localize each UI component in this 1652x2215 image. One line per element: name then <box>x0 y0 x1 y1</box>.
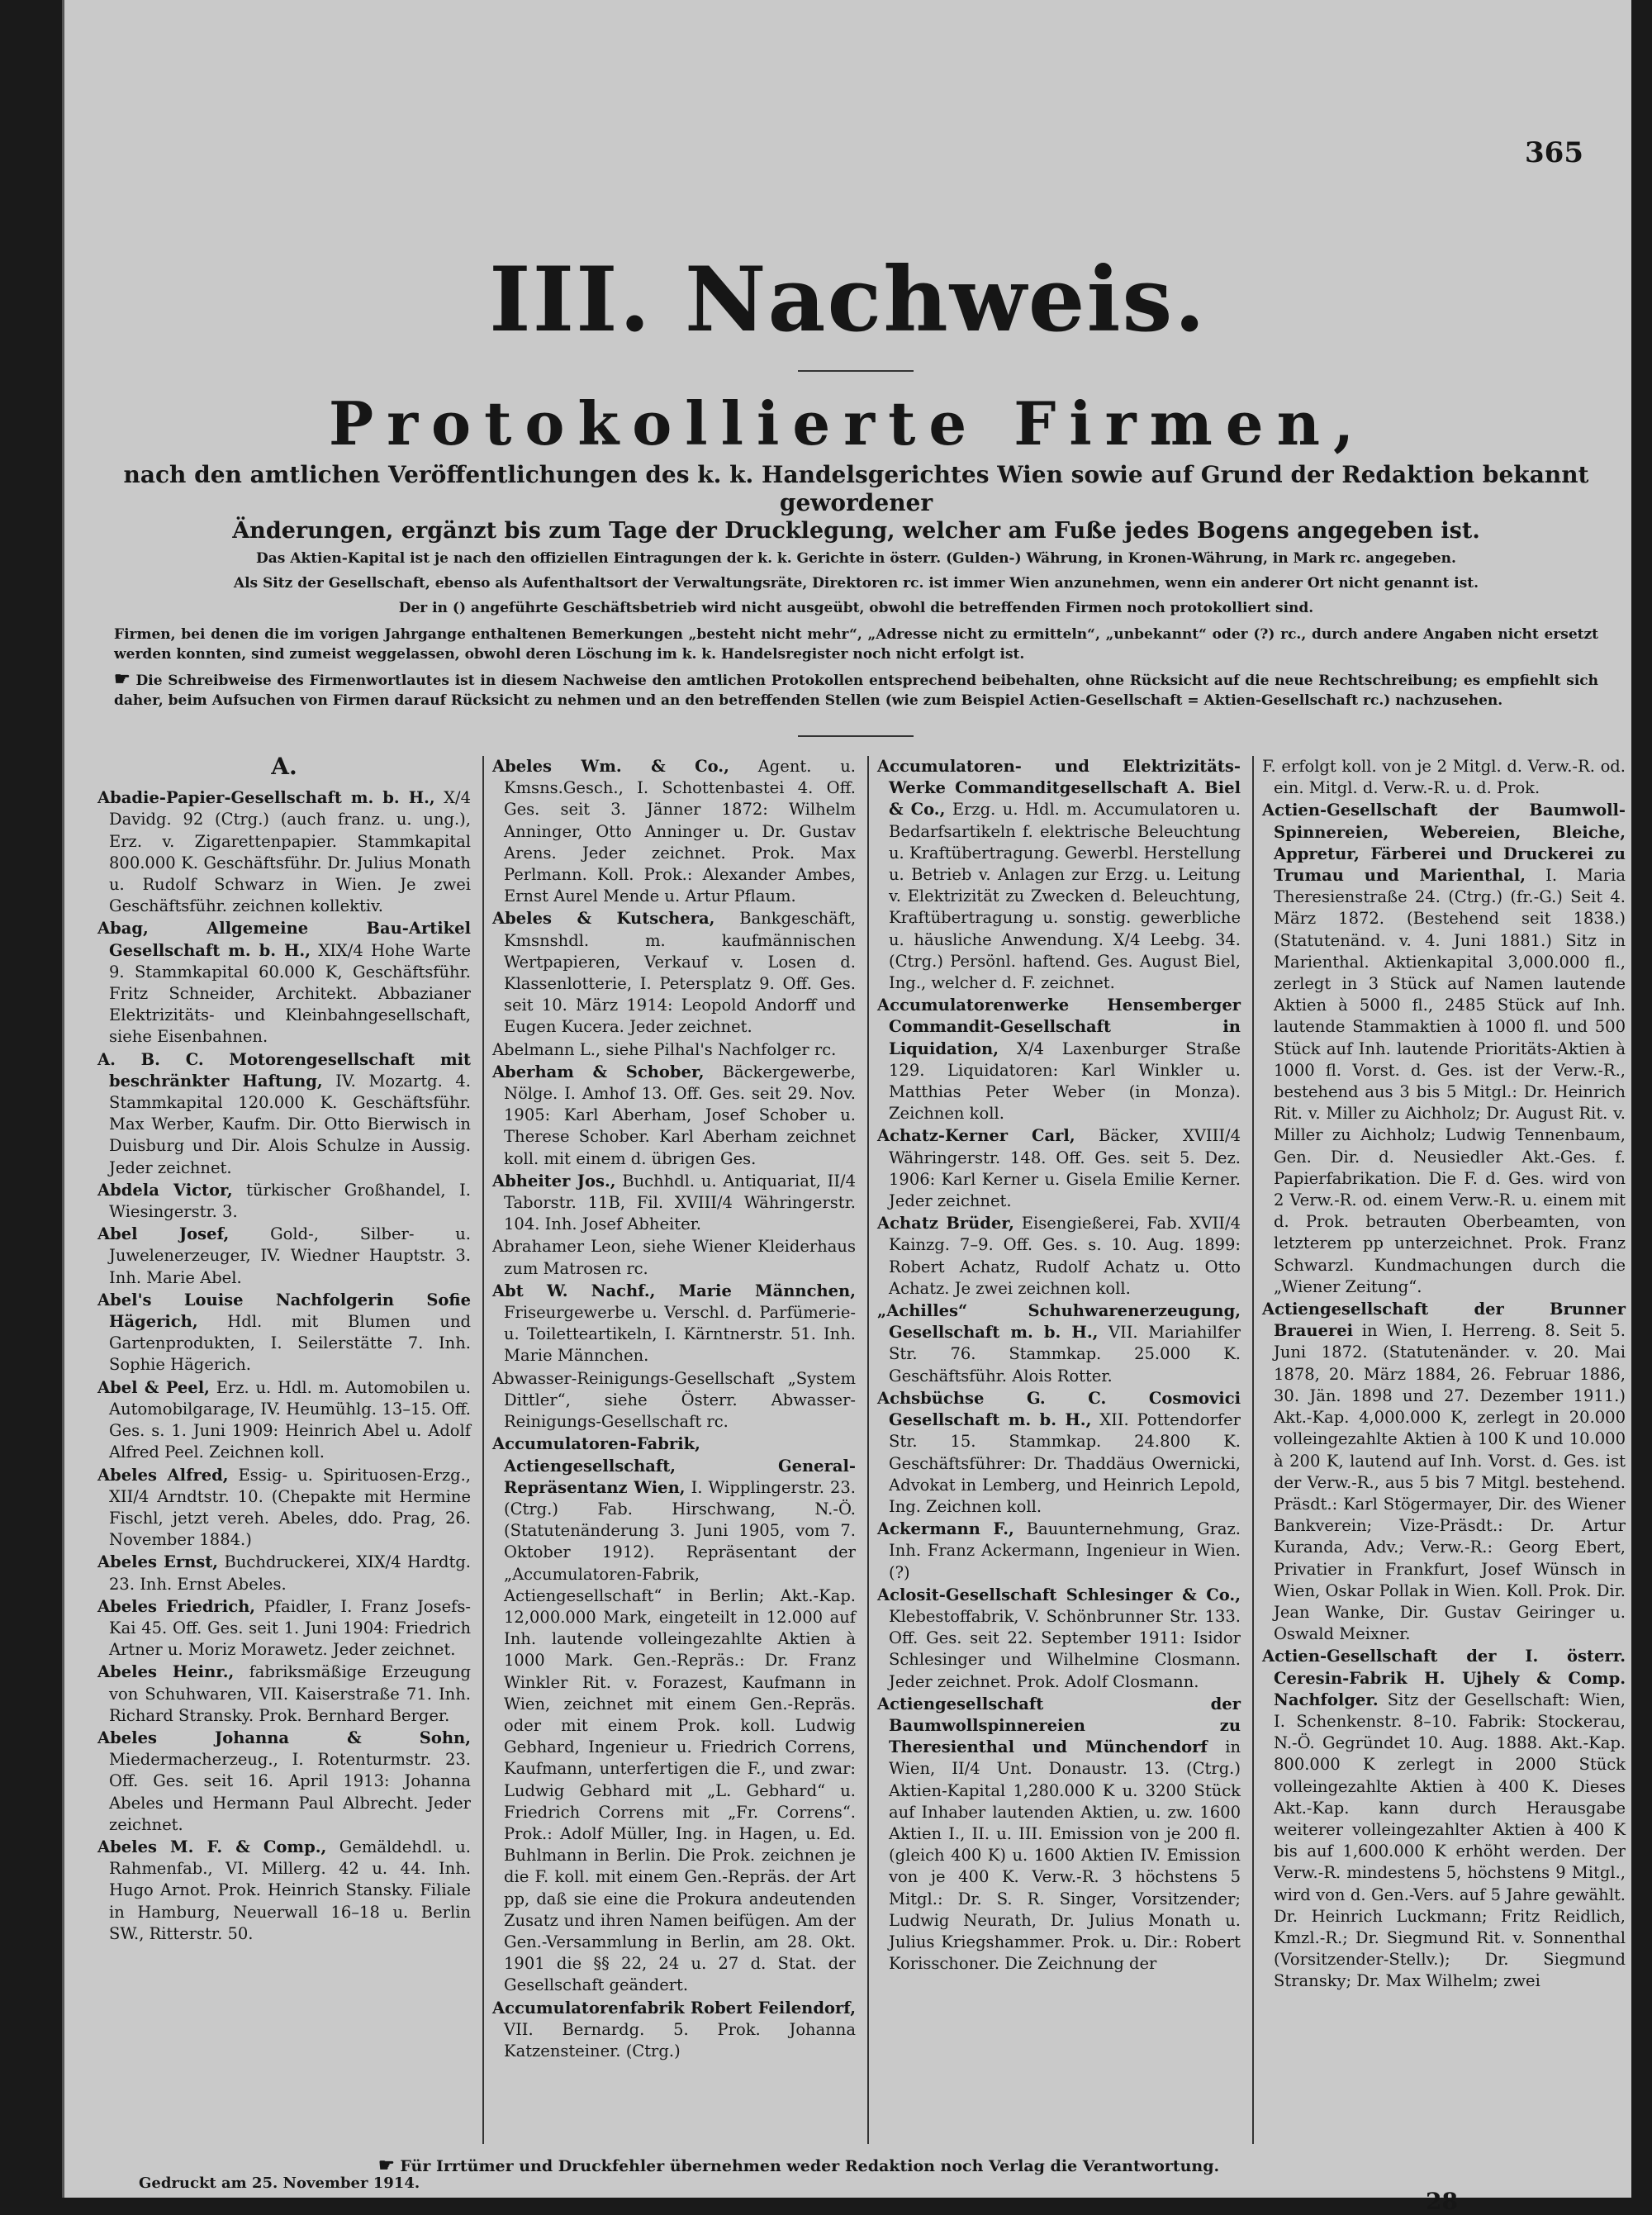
firm-entry <box>877 1519 1241 1584</box>
firm-details: Abelmann L., siehe Pilhal's Nachfolger rc. <box>492 1039 837 1059</box>
firm-entry <box>877 1388 1241 1518</box>
firm-name: A. B. C. Motorengesellschaft mit beschränkter Haftung, <box>97 1049 471 1091</box>
firm-entry <box>97 918 471 1048</box>
firm-details: Gold-, Silber- u. Juwelenerzeuger, IV. Wiedner Hauptstr. 3. Inh. Marie Abel. <box>109 1224 471 1287</box>
firm-name: Abeles Ernst, <box>97 1552 219 1572</box>
firm-entry <box>492 1062 856 1170</box>
intro-line-1: nach den amtlichen Veröffentlichungen des k. k. Handelsgerichtes Wien sowie auf Grund der Redaktion bekannt gewordener <box>123 461 1589 516</box>
firm-entry <box>877 1300 1241 1387</box>
note-capital: Das Aktien-Kapital ist je nach den offiziellen Eintragungen der k. k. Gerichte in österr. (Gulden-) Währung, in Kronen-Währung, in Mark rc. angegeben. <box>256 550 1456 567</box>
firm-details: Eisengießerei, Fab. XVII/4 Kainzg. 7–9. Off. Ges. s. 10. Aug. 1899: Robert Achatz, Rudolf Achatz u. Otto Achatz. Je zwei zeichnen koll. <box>889 1214 1241 1298</box>
firm-details: I. Maria Theresienstraße 24. (Ctrg.) (fr.-G.) Seit 4. März 1872. (Bestehend seit 1838.) (Statutenänd. v. 4. Juni 1881.) Sitz in Marienthal. Aktienkapital 3,000.000 fl., zerlegt in 3 Stück auf Namen lautende Aktien à 5000 fl., 2485 Stück auf Inh. lautende Stammaktien à 1000 fl. und 500 Stück auf Inh. lautende Prioritäts-Aktien à 1000 fl. Vorst. d. Ges. ist der Verw.-R., bestehend aus 3 bis 5 Mitgl.: Dr. Heinrich Rit. v. Miller zu Aichholz; Dr. August Rit. v. Miller zu Aichholz; Ludwig Tennenbaum, Gen. Dir. d. Neusiedler Akt.-Ges. f. Papierfabrikation. Die F. d. Ges. wird von 2 Verw.-R. od. einem Verw.-R. u. einem mit d. Prok. betrauten Oberbeamten, von letzterem pp unterzeichnet. Prok. Franz Schwarzl. Kundmachungen durch die „Wiener Zeitung“. <box>1274 866 1626 1296</box>
firm-details: X/4 Laxenburger Straße 129. Liquidatoren: Karl Winkler u. Matthias Peter Weber (in Monza). Zeichnen koll. <box>889 1039 1241 1124</box>
firm-details: in Wien, I. Herreng. 8. Seit 5. Juni 1872. (Statutenänder. v. 20. Mai 1878, 20. März 1884, 26. Februar 1886, 30. Jän. 1898 und 27. Dezember 1911.) Akt.-Kap. 4,000.000 K, zerlegt in 20.000 volleingezahlte Aktien à 100 K und 10.000 à 200 K, lautend auf Inh. Vorst. d. Ges. ist der Verw.-R., aus 5 bis 7 Mitgl. bestehend. Präsdt.: Karl Stögermayer, Dir. des Wiener Bankverein; Vize-Präsdt.: Dr. Artur Kuranda, Adv.; Verw.-R.: Georg Ebert, Privatier in Frankfurt, Josef Wünsch in Wien, Oskar Pollak in Wien. Koll. Prok. Dir. Jean Wanke, Dir. Gustav Geiringer u. Oswald Meixner. <box>1274 1321 1626 1644</box>
firm-name: Abel & Peel, <box>97 1377 210 1397</box>
note-spelling <box>114 669 1598 711</box>
firm-details: XIX/4 Hohe Warte 9. Stammkapital 60.000 K, Geschäftsführ. Fritz Schneider, Architekt. Abbazianer Elektrizitäts- und Kleinbahngesellschaft, siehe Eisenbahnen. <box>109 940 471 1047</box>
firm-name: „Achilles“ Schuhwarenerzeugung, Gesellschaft m. b. H., <box>877 1301 1241 1343</box>
firm-name: Abt W. Nachf., Marie Männchen, <box>492 1281 856 1300</box>
note-business: Der in () angeführte Geschäftsbetrieb wird nicht ausgeübt, obwohl die betreffenden Firmen noch protokolliert sind. <box>398 600 1314 616</box>
firm-entry <box>492 1998 856 2063</box>
firm-entry <box>97 1290 471 1376</box>
firm-details: Agent. u. Kmsns.Gesch., I. Schottenbastei 4. Off. Ges. seit 3. Jänner 1872: Wilhelm Anninger, Otto Anninger u. Dr. Gustav Arens. Jeder zeichnet. Prok. Max Perlmann. Koll. Prok.: Alexander Ambes, Ernst Aurel Mende u. Artur Pflaum. <box>504 757 856 906</box>
firm-details: Buchdruckerei, XIX/4 Hardtg. 23. Inh. Ernst Abeles. <box>109 1552 472 1594</box>
firm-details: Erzg. u. Hdl. m. Accumulatoren u. Bedarfsartikeln f. elektrische Beleuchtung u. Kraftübertragung. Gewerbl. Herstellung u. Betrieb v. Anlagen zur Erzg. u. Leitung v. Elektrizität zu Zwecken d. Beleuchtung, Kraftübertragung u. sonstig. gewerbliche u. häusliche Anwendung. X/4 Leebg. 34. (Ctrg.) Persönl. haftend. Ges. August Biel, Ing., welcher d. F. zeichnet. <box>889 800 1241 993</box>
listing-column-2 <box>482 756 856 2144</box>
firm-details: XII. Pottendorfer Str. 15. Stammkap. 24.800 K. Geschäftsführer: Dr. Thaddäus Owernicki, Advokat in Lemberg, und Heinrich Lepold, Ing. Zeichnen koll. <box>889 1410 1241 1516</box>
firm-details: IV. Mozartg. 4. Stammkapital 120.000 K. Geschäftsführ. Max Werber, Kaufm. Dir. Otto Bierwisch in Duisburg und Dir. Alois Schulze in Aussig. Jeder zeichnet. <box>109 1071 471 1177</box>
firm-details: Miedermacherzeug., I. Rotenturmstr. 23. Off. Ges. seit 16. April 1913: Johanna Abeles und Hermann Paul Albrecht. Jeder zeichnet. <box>109 1750 471 1834</box>
firm-entry <box>97 1661 471 1727</box>
firm-entry <box>877 995 1241 1124</box>
firm-details: I. Wipplingerstr. 23. (Ctrg.) Fab. Hirschwang, N.-Ö. (Statutenänderung 3. Juni 1905, vom 7. Oktober 1912). Repräsentant der „Accumulatoren-Fabrik, Actiengesellschaft“ in Berlin; Akt.-Kap. 12,000.000 Mark, eingeteilt in 12.000 auf Inh. lautende volleingezahlte Aktien à 1000 Mark. Gen.-Repräs.: Dr. Franz Winkler Rit. v. Forazest, Kaufmann in Wien, zeichnet mit einem Gen.-Repräs. oder mit einem Prok. koll. Ludwig Gebhard, Ingenieur u. Friedrich Correns, Kaufmann, unterfertigen die F., und zwar: Ludwig Gebhard mit „L. Gebhard“ u. Friedrich Correns mit „Fr. Correns“. Prok.: Adolf Müller, Ing. in Hagen, u. Ed. Buhlmann in Berlin. Die Prok. zeichnen je die F. koll. mit einem Gen.-Repräs. der Art pp, daß sie eine die Prokura andeutenden Zusatz und ihren Namen beifügen. Am der Gen.-Versammlung in Berlin, am 28. Okt. 1901 die §§ 22, 24 u. 27 d. Stat. der Gesellschaft geändert. <box>504 1477 856 1995</box>
sheet-number: 28 <box>1426 2188 1458 2215</box>
footnote-text: Für Irrtümer und Druckfehler übernehmen weder Redaktion noch Verlag die Verantwortung. <box>400 2157 1220 2175</box>
firm-entry <box>97 1596 471 1661</box>
firm-entry <box>97 787 471 917</box>
intro-line-2: Änderungen, ergänzt bis zum Tage der Drucklegung, welcher am Fuße jedes Bogens angegeben ist. <box>232 518 1480 544</box>
intro-block <box>114 461 1598 711</box>
firm-name: Ackermann F., <box>877 1519 1014 1539</box>
firm-entry <box>97 1224 471 1289</box>
firm-entry <box>97 1180 471 1223</box>
firm-name: Actien-Gesellschaft der Baumwoll-Spinnereien, Webereien, Bleiche, Appretur, Färberei und Druckerei zu Trumau und Marienthal, <box>1262 801 1626 886</box>
firm-name: Abeles & Kutschera, <box>492 909 715 929</box>
firm-name: Actiengesellschaft der Brunner Brauerei <box>1262 1300 1626 1341</box>
print-date: Gedruckt am 25. November 1914. <box>139 2175 420 2192</box>
firm-entry <box>877 1694 1241 1975</box>
pointing-hand-icon: ☛ <box>378 2155 395 2176</box>
firm-name: Accumulatorenwerke Hensemberger Commandit-Gesellschaft in Liquidation, <box>877 996 1241 1058</box>
firm-details: in Wien, II/4 Unt. Donaustr. 13. (Ctrg.) Aktien-Kapital 1,280.000 K u. 3200 Stück auf Inhaber lautenden Aktien, u. zw. 1600 Aktien I., II. u. III. Emission von je 200 fl. (gleich 400 K) u. 1600 Aktien IV. Emission von je 400 K. Verw.-R. 3 höchstens 5 Mitgl.: Dr. S. R. Singer, Vorsitzender; Ludwig Neurath, Dr. Julius Monath u. Julius Kriegshammer. Prok. u. Dir.: Robert Korisschoner. Die Zeichnung der <box>889 1737 1241 1974</box>
firm-entry <box>97 1728 471 1836</box>
firm-entry <box>877 1585 1241 1693</box>
firm-details: Klebestoffabrik, V. Schönbrunner Str. 133. Off. Ges. seit 22. September 1911: Isidor Schlesinger und Wilhelmine Closmann. Jeder zeichnet. Prok. Adolf Closmann. <box>889 1606 1241 1691</box>
firm-name: Abadie-Papier-Gesellschaft m. b. H., <box>97 788 435 808</box>
firm-details: X/4 Davidg. 92 (Ctrg.) (auch franz. u. ung.), Erz. v. Zigarettenpapier. Stammkapital 800.000 K. Geschäftsführ. Dr. Julius Monath u. Rudolf Schwarz in Wien. Je zwei Geschäftsführ. zeichnen kollektiv. <box>109 788 471 916</box>
firm-details: Essig- u. Spirituosen-Erzg., XII/4 Arndtstr. 10. (Chepakte mit Hermine Fischl, jetzt vereh. Abeles, ddo. Prag, 26. November 1884.) <box>109 1465 471 1550</box>
firm-entry <box>97 1377 471 1464</box>
firm-entry <box>492 908 856 1038</box>
firm-details: Bauunternehmung, Graz. Inh. Franz Ackermann, Ingenieur in Wien. (?) <box>889 1519 1241 1582</box>
firm-details: F. erfolgt koll. von je 2 Mitgl. d. Verw.-R. od. ein. Mitgl. d. Verw.-R. u. d. Prok. <box>1262 757 1626 798</box>
firm-entry <box>1262 756 1626 799</box>
intro-divider <box>798 735 914 737</box>
note-spelling-text: Die Schreibweise des Firmenwortlautes ist in diesem Nachweise den amtlichen Protokollen entsprechend beibehalten, ohne Rücksicht auf die neue Rechtschreibung; es empfiehlt sich daher, beim Aufsuchen von Firmen darauf Rücksicht zu nehmen und an den betreffenden Stellen (wie zum Beispiel Actien-Gesellschaft = Aktien-Gesellschaft rc.) nachzusehen. <box>114 673 1598 709</box>
firm-entry <box>492 1171 856 1236</box>
listing-column-4 <box>1252 756 1626 2144</box>
firm-details: türkischer Großhandel, I. Wiesingerstr. 3. <box>109 1180 471 1222</box>
firm-name: Actien-Gesellschaft der I. österr. Ceresin-Fabrik H. Ujhely & Comp. Nachfolger. <box>1262 1647 1626 1709</box>
pointing-hand-icon: ☛ <box>114 668 131 690</box>
firm-name: Abheiter Jos., <box>492 1171 616 1191</box>
firm-entry <box>97 1837 471 1945</box>
firm-entry <box>877 1213 1241 1300</box>
firm-entry <box>492 1236 856 1279</box>
firm-name: Abeles Johanna & Sohn, <box>97 1728 471 1747</box>
firm-name: Accumulatoren-Fabrik, Actiengesellschaft, General-Repräsentanz Wien, <box>492 1434 856 1497</box>
document-page <box>62 0 1631 2215</box>
firm-entry <box>97 1552 471 1595</box>
firm-details: Bankgeschäft, Kmsnshdl. m. kaufmännischen Wertpapieren, Verkauf v. Losen d. Klassenlotterie, I. Petersplatz 9. Off. Ges. seit 10. März 1914: Leopold Andorff und Eugen Kucera. Jeder zeichnet. <box>504 909 857 1037</box>
section-letter: A. <box>271 753 297 780</box>
firm-name: Achatz-Kerner Carl, <box>877 1126 1075 1146</box>
title-divider <box>798 370 914 372</box>
firm-details: Friseurgewerbe u. Verschl. d. Parfümerie- u. Toiletteartikeln, I. Kärntnerstr. 51. Inh. Marie Männchen. <box>504 1303 856 1366</box>
firm-name: Aberham & Schober, <box>492 1062 705 1081</box>
firm-entry <box>492 1281 856 1367</box>
page-number: 365 <box>1525 136 1583 169</box>
firm-name: Abel Josef, <box>97 1224 230 1244</box>
firm-name: Abag, Allgemeine Bau-Artikel Gesellschaft m. b. H., <box>97 919 471 960</box>
firm-entry <box>492 1368 856 1433</box>
note-omitted: Firmen, bei denen die im vorigen Jahrgange enthaltenen Bemerkungen „besteht nicht mehr“, „Adresse nicht zu ermitteln“, „unbekannt“ oder (?) rc., durch andere Angaben nicht ersetzt werden konnten, sind zumeist weggelassen, obwohl deren Löschung im k. k. Handelsregister noch nicht erfolgt ist. <box>114 626 1598 663</box>
firm-details: Bäckergewerbe, Nölge. I. Amhof 13. Off. Ges. seit 29. Nov. 1905: Karl Aberham, Josef Schober u. Therese Schober. Karl Aberham zeichnet koll. mit einem d. übrigen Ges. <box>504 1062 856 1168</box>
firm-entry <box>492 756 856 907</box>
firm-details: VII. Bernardg. 5. Prok. Johanna Katzensteiner. (Ctrg.) <box>504 2019 856 2061</box>
footnote <box>378 2155 1219 2176</box>
firm-name: Abeles Heinr., <box>97 1662 235 1682</box>
section-subtitle: Protokollierte Firmen, <box>328 388 1368 459</box>
firm-details: Abwasser-Reinigungs-Gesellschaft „System Dittler“, siehe Österr. Abwasser-Reinigungs-Gesellschaft rc. <box>492 1368 856 1432</box>
firm-name: Actiengesellschaft der Baumwollspinnereien zu Theresienthal und Münchendorf <box>877 1694 1241 1757</box>
listing-column-3 <box>867 756 1241 2144</box>
firm-details: VII. Mariahilfer Str. 76. Stammkap. 25.000 K. Geschäftsführ. Alois Rotter. <box>889 1323 1241 1386</box>
firm-entry <box>97 1049 471 1179</box>
firm-details: Sitz der Gesellschaft: Wien, I. Schenkenstr. 8–10. Fabrik: Stockerau, N.-Ö. Gegründet 10. Aug. 1888. Akt.-Kap. 800.000 K zerlegt in 2000 Stück volleingezahlte Aktien à 400 K. Dieses Akt.-Kap. kann durch Herausgabe weiterer volleingezahlter Aktien à 400 K bis auf 1,600.000 K erhöht werden. Der Verw.-R. mindestens 5, höchstens 9 Mitgl., wird von d. Gen.-Vers. auf 5 Jahre gewählt. Dr. Heinrich Luckmann; Fritz Reidlich, Kmzl.-R.; Dr. Siegmund Rit. v. Sonnenthal (Vorsitzender-Stellv.); Dr. Siegmund Stransky; Dr. Max Wilhelm; zwei <box>1274 1690 1626 1991</box>
firm-name: Achsbüchse G. C. Cosmovici Gesellschaft m. b. H., <box>877 1388 1241 1430</box>
note-seat: Als Sitz der Gesellschaft, ebenso als Aufenthaltsort der Verwaltungsräte, Direktoren rc. ist immer Wien anzunehmen, wenn ein anderer Ort nicht genannt ist. <box>233 575 1479 592</box>
firm-details: Erz. u. Hdl. m. Automobilen u. Automobilgarage, IV. Heumühlg. 13–15. Off. Ges. s. 1. Juni 1909: Heinrich Abel u. Adolf Alfred Peel. Zeichnen koll. <box>109 1377 471 1462</box>
firm-name: Abeles Friedrich, <box>97 1596 256 1616</box>
firm-entry <box>492 1039 856 1061</box>
firm-name: Abeles Alfred, <box>97 1465 229 1485</box>
firm-name: Abeles Wm. & Co., <box>492 757 729 776</box>
firm-name: Abel's Louise Nachfolgerin Sofie Hägerich, <box>97 1290 471 1332</box>
firm-name: Accumulatorenfabrik Robert Feilendorf, <box>492 1998 856 2018</box>
page-title: III. Nachweis. <box>489 248 1207 352</box>
firm-entry <box>877 756 1241 994</box>
firm-details: Pfaidler, I. Franz Josefs-Kai 45. Off. Ges. seit 1. Juni 1904: Friedrich Artner u. Moriz Morawetz. Jeder zeichnet. <box>109 1596 471 1660</box>
firm-details: Abrahamer Leon, siehe Wiener Kleiderhaus zum Matrosen rc. <box>492 1237 856 1278</box>
firm-entry <box>1262 1299 1626 1645</box>
firm-entry <box>1262 800 1626 1298</box>
firm-details: fabriksmäßige Erzeugung von Schuhwaren, VII. Kaiserstraße 71. Inh. Richard Stransky. Prok. Bernhard Berger. <box>109 1662 471 1725</box>
firm-listing <box>97 753 1626 2144</box>
firm-details: Buchhdl. u. Antiquariat, II/4 Taborstr. 11B, Fil. XVIII/4 Währingerstr. 104. Inh. Josef Abheiter. <box>504 1171 856 1234</box>
firm-details: Bäcker, XVIII/4 Währingerstr. 148. Off. Ges. seit 5. Dez. 1906: Karl Kerner u. Gisela Emilie Kerner. Jeder zeichnet. <box>889 1126 1241 1211</box>
firm-entry <box>1262 1646 1626 1992</box>
firm-name: Accumulatoren- und Elektrizitäts-Werke Commanditgesellschaft A. Biel & Co., <box>877 757 1241 820</box>
firm-name: Aclosit-Gesellschaft Schlesinger & Co., <box>877 1585 1241 1604</box>
listing-column-1 <box>97 753 472 2144</box>
firm-details: Hdl. mit Blumen und Gartenprodukten, I. Seilerstätte 7. Inh. Sophie Hägerich. <box>109 1312 471 1375</box>
firm-name: Achatz Brüder, <box>877 1214 1014 1233</box>
firm-name: Abeles M. F. & Comp., <box>97 1837 327 1856</box>
firm-entry <box>97 1465 471 1552</box>
firm-details: Gemäldehdl. u. Rahmenfab., VI. Millerg. 42 u. 44. Inh. Hugo Arnot. Prok. Heinrich Stansky. Filiale in Hamburg, Neuerwall 16–18 u. Berlin SW., Ritterstr. 50. <box>109 1837 471 1943</box>
firm-entry <box>877 1125 1241 1212</box>
firm-entry <box>492 1433 856 1996</box>
firm-name: Abdela Victor, <box>97 1180 233 1200</box>
